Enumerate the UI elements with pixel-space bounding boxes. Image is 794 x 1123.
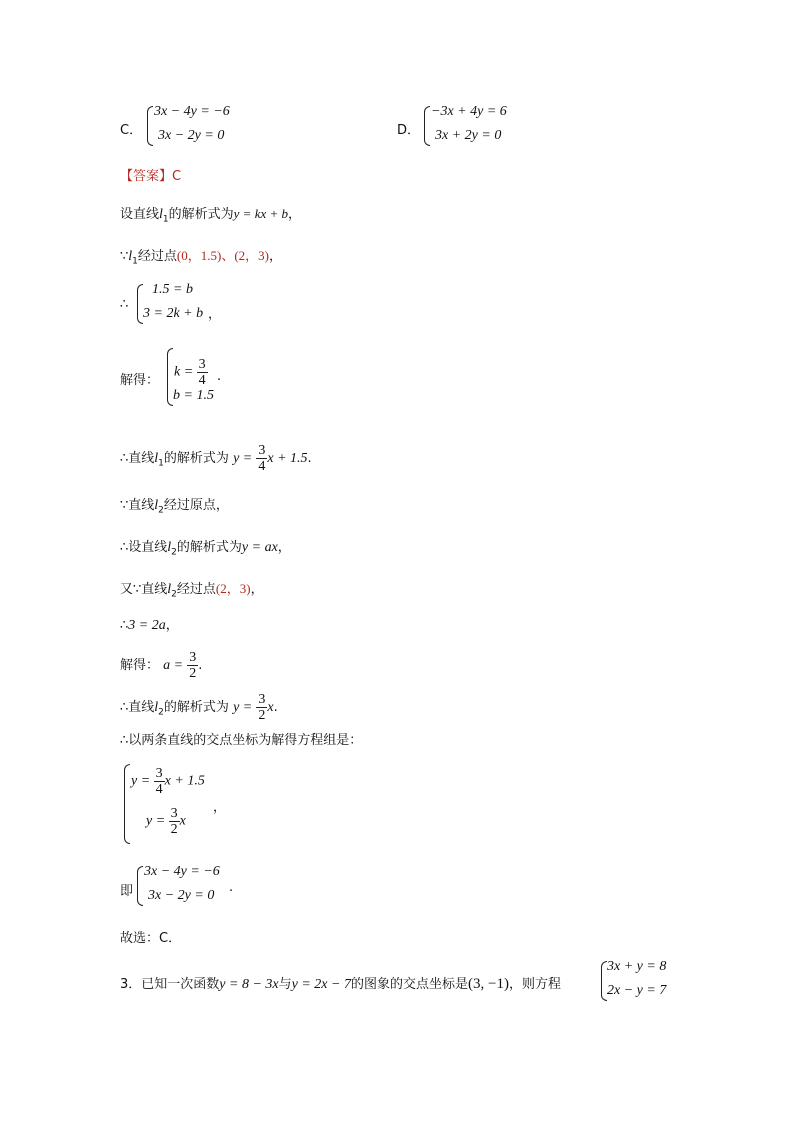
step-5-y: y =	[233, 451, 253, 466]
step-7-prefix: ∴设直线	[120, 540, 168, 555]
step-10-fraction	[187, 650, 198, 681]
step-14-prefix: 即	[120, 884, 134, 899]
step-8-end: ，	[250, 582, 264, 597]
step-5-rest: x + 1.5	[267, 451, 308, 466]
step-3-eq1: 1.5 = b	[152, 282, 193, 297]
step-7	[120, 536, 291, 558]
step-2-prefix: ∵	[120, 249, 129, 264]
question-3-eq2: 2x − y = 7	[607, 983, 667, 998]
question-3-point: (3, −1)	[467, 976, 509, 992]
step-8	[120, 578, 264, 600]
step-10-end: .	[198, 658, 203, 673]
step-14-eq2: 3x − 2y = 0	[148, 888, 215, 903]
step-2-end: ，	[269, 249, 283, 264]
step-7-var: l	[167, 540, 172, 555]
step-5-prefix: ∴直线	[120, 451, 155, 466]
question-3-text-4: ，则方程	[508, 977, 561, 992]
step-5-end: .	[307, 451, 312, 466]
step-3-eq2: 3 = 2k + b	[143, 306, 204, 321]
question-3-func-1: y = 8 − 3x	[219, 977, 279, 992]
step-6-var: l	[154, 498, 159, 513]
step-11-num: 3	[258, 692, 266, 707]
step-3-end: ，	[208, 307, 222, 322]
step-8-var: l	[167, 582, 172, 597]
step-10-prefix: 解得：	[120, 658, 160, 673]
step-1	[120, 203, 301, 225]
step-14-eq1: 3x − 4y = −6	[144, 864, 220, 879]
step-10-a: a =	[163, 658, 184, 673]
answer-line	[120, 165, 181, 184]
step-5-den: 4	[258, 459, 266, 474]
step-7-mid: 的解析式为	[176, 540, 242, 555]
step-2-var: l	[128, 249, 133, 264]
option-c-eq1: 3x − 4y = −6	[154, 104, 230, 119]
option-c-eq2: 3x − 2y = 0	[158, 128, 225, 143]
option-d-brace	[424, 106, 430, 146]
step-7-end: ，	[277, 540, 291, 555]
step-7-index: 2	[171, 547, 177, 558]
step-8-mid: 经过点	[176, 582, 216, 597]
step-6	[120, 494, 229, 516]
step-13-num-2: 3	[170, 806, 178, 821]
option-c-brace	[147, 106, 153, 146]
step-4-prefix: 解得：	[120, 373, 160, 388]
step-6-index: 2	[158, 505, 164, 516]
step-11-den: 2	[258, 708, 266, 723]
step-5-fraction	[256, 443, 267, 474]
step-9-eq: 3 = 2a	[128, 618, 166, 633]
question-3-text	[120, 973, 561, 993]
step-13-y1: y =	[131, 773, 151, 789]
step-2	[120, 245, 282, 267]
step-5-num: 3	[258, 443, 266, 458]
step-11-index: 2	[158, 707, 164, 718]
step-7-eq: y = ax	[241, 540, 278, 555]
step-13-y2: y =	[146, 813, 166, 829]
step-4-num: 3	[198, 357, 206, 372]
option-d-eq1: −3x + 4y = 6	[431, 104, 507, 119]
question-3-text-1: 已知一次函数	[141, 977, 220, 992]
step-8-prefix: 又∵直线	[120, 582, 168, 597]
step-4-fraction	[197, 357, 208, 388]
answer-value: C	[172, 169, 182, 184]
step-14-brace	[137, 866, 143, 906]
step-11	[120, 692, 278, 723]
step-2-mid: 经过点	[137, 249, 177, 264]
step-10	[120, 650, 202, 681]
step-8-index: 2	[171, 589, 177, 600]
step-10-num: 3	[189, 650, 197, 665]
step-11-mid: 的解析式为	[163, 700, 229, 715]
step-9	[120, 614, 179, 634]
step-1-var: l	[159, 207, 163, 222]
step-8-point: (2，3)	[215, 581, 251, 596]
question-3-func-2: y = 2x − 7	[291, 977, 351, 992]
step-13-eq1	[131, 766, 205, 797]
step-9-end: ，	[165, 618, 179, 633]
step-5-index: 1	[158, 458, 164, 469]
step-13-den-1: 4	[155, 782, 163, 797]
step-3-prefix: ∴	[120, 297, 129, 312]
step-1-eq: y = kx + b	[233, 206, 289, 221]
question-3-eq1: 3x + y = 8	[607, 959, 667, 974]
step-1-end: ，	[288, 207, 302, 222]
step-11-var: l	[154, 700, 159, 715]
step-13-num-1: 3	[155, 766, 163, 781]
step-10-den: 2	[189, 666, 197, 681]
question-3-text-3: 的图象的交点坐标是	[350, 977, 468, 992]
step-2-points: (0，1.5)、(2，3)	[176, 248, 269, 263]
step-5-var: l	[154, 451, 159, 466]
step-4-k	[174, 357, 208, 388]
step-4-k-lhs: k =	[174, 364, 194, 380]
step-14-end: .	[229, 880, 234, 895]
step-11-end: .	[273, 700, 278, 715]
step-13-brace	[124, 764, 130, 844]
step-11-fraction	[256, 692, 267, 723]
option-d-label: D．	[397, 123, 421, 138]
step-5	[120, 443, 312, 474]
step-11-y: y =	[233, 700, 253, 715]
step-6-prefix: ∵直线	[120, 498, 155, 513]
answer-tag: 【答案】	[120, 169, 173, 184]
step-6-mid: 经过原点，	[163, 498, 229, 513]
step-13-fraction-1	[154, 766, 165, 797]
step-11-rest: x	[267, 700, 274, 715]
step-1-index: 1	[162, 214, 169, 225]
step-2-index: 1	[132, 256, 138, 267]
step-15: 故选：C．	[120, 931, 182, 946]
step-13-den-2: 2	[170, 822, 178, 837]
step-13-end: ，	[213, 800, 227, 815]
step-1-prefix: 设直线	[120, 207, 160, 222]
option-d-eq2: 3x + 2y = 0	[435, 128, 502, 143]
question-3-number: 3．	[120, 977, 142, 992]
step-13-rest-2: x	[179, 813, 186, 829]
option-c-label: C．	[120, 123, 143, 138]
question-3-text-2: 与	[278, 977, 292, 992]
step-13-eq2	[146, 806, 186, 837]
step-4-end: .	[217, 369, 222, 384]
step-9-prefix: ∴	[120, 618, 129, 633]
step-4-den: 4	[198, 373, 206, 388]
step-4-b: b = 1.5	[173, 388, 214, 403]
step-13-rest-1: x + 1.5	[164, 773, 205, 789]
step-12: ∴以两条直线的交点坐标为解得方程组是：	[120, 733, 363, 748]
step-5-mid: 的解析式为	[163, 451, 229, 466]
step-13-fraction-2	[169, 806, 180, 837]
step-11-prefix: ∴直线	[120, 700, 155, 715]
step-1-mid: 的解析式为	[168, 207, 234, 222]
